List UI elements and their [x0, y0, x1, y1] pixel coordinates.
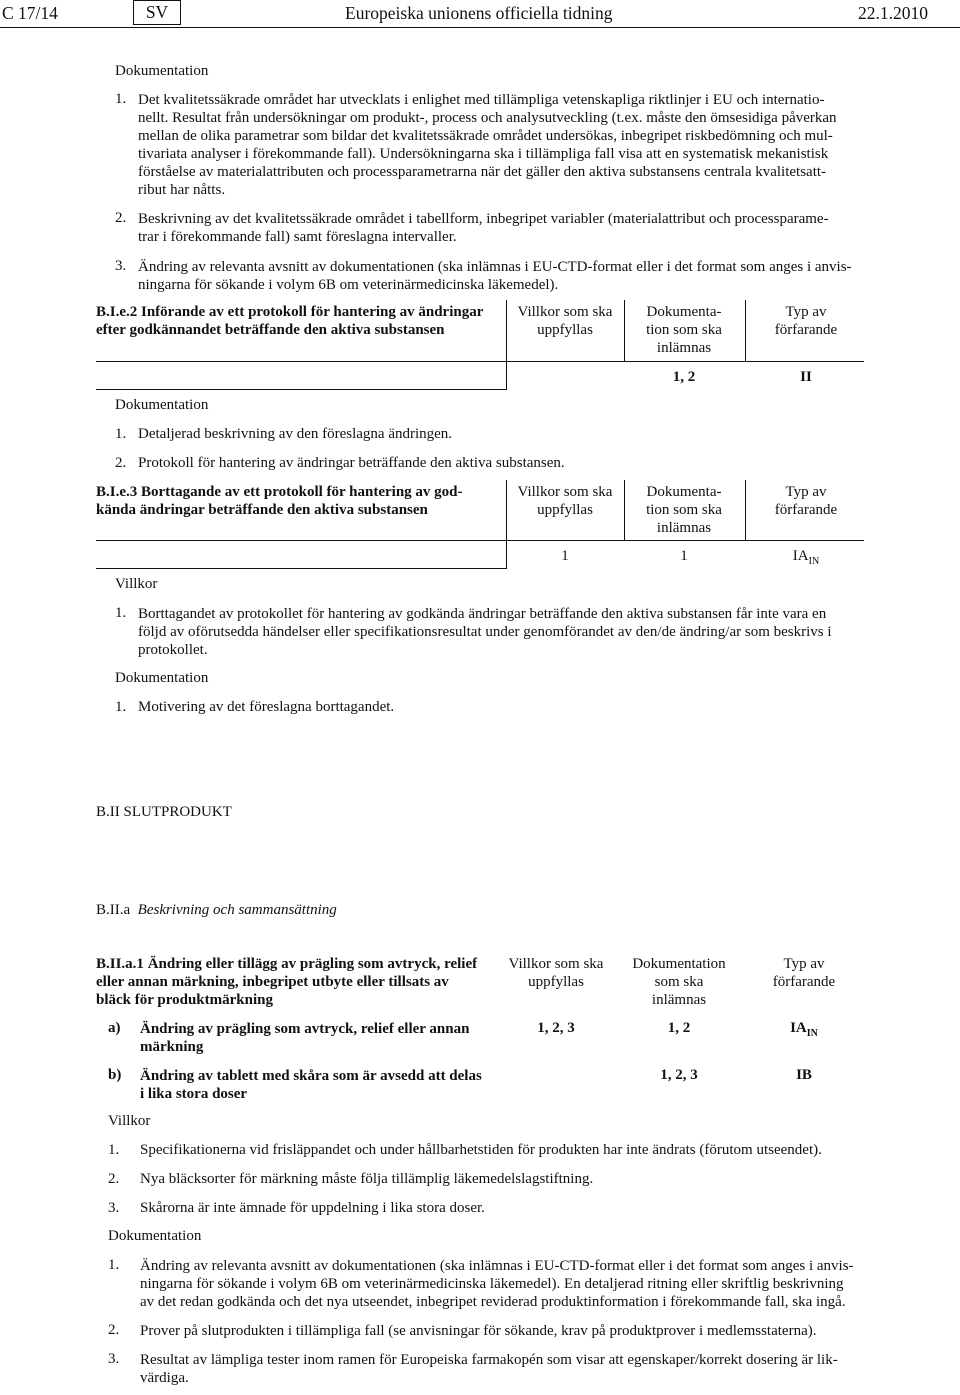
table-divider: [624, 480, 625, 541]
language-badge: SV: [133, 0, 181, 25]
column-heading-conditions: Villkor som ska uppfyllas: [517, 304, 613, 338]
section-heading: Villkor: [115, 576, 158, 592]
conditions-value: 1: [561, 548, 569, 564]
item-text: Protokoll för hantering av ändringar beträffande den aktiva substansen.: [138, 455, 565, 471]
item-text: Det kvalitetssäkrade området har utvecklats i enlighet med tillämpliga vetenskapliga riktlinjer i EU och internatio- nellt. Resultat från undersökningar om produkt-, process och analysutveckling (t.ex. måste den ömsesidiga påverkan mellan de olika parametrar som bildar det kvalitetssäkrade området undersökas, inbegripet riskbedömning och mul- tivariata analyser i förekommande fall). Undersökningarna ska i tillämpliga fall visa att en systematisk mekanistisk förståelse av materialattributen och processparametrarna när det gäller den aktiva substansens centrala kvalitetsatt- ribut har nåtts.: [138, 92, 837, 198]
conditions-value: 1, 2, 3: [537, 1020, 575, 1036]
section-title: B.II SLUTPRODUKT: [96, 804, 232, 820]
section-heading: Dokumentation: [108, 1228, 202, 1244]
item-text: Motivering av det föreslagna borttagandet.: [138, 699, 395, 715]
page-reference: C 17/14: [2, 3, 58, 23]
table-divider: [624, 300, 625, 362]
table-rule: [96, 568, 506, 569]
variation-title: B.I.e.3 Borttagande av ett protokoll för hantering av god- kända ändringar beträffande den aktiva substansen: [96, 484, 463, 518]
variation-title: B.I.e.2 Införande av ett protokoll för hantering av ändringar efter godkännandet beträffande den aktiva substansen: [96, 304, 484, 338]
documentation-value: 1, 2, 3: [660, 1067, 698, 1083]
variation-title: B.II.a.1 Ändring eller tillägg av prägling som avtryck, relief eller annan märkning, inbegripet utbyte eller tillsats av bläck för produktmärkning: [96, 956, 478, 1008]
journal-title: Europeiska unionens officiella tidning: [345, 3, 613, 23]
item-text: Beskrivning av det kvalitetssäkrade området i tabellform, inbegripet variabler (materialattribut och processparame- trar i förekommande fall) samt föreslagna intervaller.: [138, 211, 829, 245]
table-divider: [506, 480, 507, 569]
item-number: 2.: [108, 1171, 120, 1187]
item-number: 3.: [115, 258, 127, 274]
section-heading: Dokumentation: [115, 397, 209, 413]
header-rule: [0, 27, 960, 28]
item-text: Specifikationerna vid frisläppandet och under hållbarhetstiden för produkten har inte ändrats (förutom utseendet).: [140, 1142, 822, 1158]
item-text: Skårorna är inte ämnade för uppdelning i lika stora doser.: [140, 1200, 485, 1216]
section-heading: Dokumentation: [115, 63, 209, 79]
item-text: Borttagandet av protokollet för hantering av godkända ändringar beträffande den aktiva substansen får inte vara en följd av oförutsedda händelser eller specifikationsresultat under genomförandet av den/de ändring/ar som beskrivs i protokollet.: [138, 606, 832, 658]
subsection-title: B.II.a Beskrivning och sammansättning: [96, 902, 337, 918]
item-text: Resultat av lämpliga tester inom ramen för Europeiska farmakopén som visar att egenskaper/korrekt dosering är lik- värdiga.: [140, 1352, 838, 1386]
row-description: Ändring av tablett med skåra som är avsedd att delas i lika stora doser: [140, 1068, 482, 1102]
item-number: 2.: [115, 210, 127, 226]
table-rule: [96, 389, 506, 390]
procedure-value: II: [800, 369, 812, 385]
procedure-value: IB: [796, 1067, 812, 1083]
item-number: 1.: [115, 605, 127, 621]
item-number: 1.: [108, 1142, 120, 1158]
column-heading-conditions: Villkor som ska uppfyllas: [508, 956, 604, 990]
item-number: 3.: [108, 1351, 120, 1367]
item-number: 2.: [115, 455, 127, 471]
column-heading-procedure: Typ av förfarande: [772, 956, 836, 990]
row-letter: a): [108, 1020, 121, 1036]
column-heading-documentation: Dokumenta- tion som ska inlämnas: [646, 484, 722, 536]
section-heading: Dokumentation: [115, 670, 209, 686]
row-description: Ändring av prägling som avtryck, relief eller annan märkning: [140, 1021, 470, 1055]
publication-date: 22.1.2010: [858, 3, 928, 23]
documentation-value: 1, 2: [667, 1020, 691, 1036]
item-text: Prover på slutprodukten i tillämpliga fall (se anvisningar för sökande, krav på produktprover i medlemsstaterna).: [140, 1323, 817, 1339]
item-number: 1.: [115, 699, 127, 715]
column-heading-documentation: Dokumentation som ska inlämnas: [632, 956, 726, 1008]
page-header: [0, 0, 960, 28]
procedure-value: $IA_{IN}$: [792, 548, 820, 567]
column-heading-procedure: Typ av förfarande: [774, 484, 838, 518]
row-letter: b): [108, 1067, 122, 1083]
procedure-value: $IA_{IN}$: [790, 1020, 818, 1039]
item-text: Nya bläcksorter för märkning måste följa tillämplig läkemedelslagstiftning.: [140, 1171, 594, 1187]
section-heading: Villkor: [108, 1113, 151, 1129]
table-divider: [506, 300, 507, 390]
item-text: Detaljerad beskrivning av den föreslagna ändringen.: [138, 426, 453, 442]
table-divider: [745, 300, 746, 362]
item-number: 1.: [115, 91, 127, 107]
item-number: 3.: [108, 1200, 120, 1216]
column-heading-conditions: Villkor som ska uppfyllas: [517, 484, 613, 518]
item-number: 1.: [115, 426, 127, 442]
column-heading-procedure: Typ av förfarande: [774, 304, 838, 338]
table-rule: [96, 361, 864, 362]
documentation-value: 1, 2: [672, 369, 696, 385]
table-rule: [96, 540, 864, 541]
table-divider: [745, 480, 746, 541]
documentation-value: 1: [680, 548, 688, 564]
column-heading-documentation: Dokumenta- tion som ska inlämnas: [646, 304, 722, 356]
item-text: Ändring av relevanta avsnitt av dokumentationen (ska inlämnas i EU-CTD-format eller i det format som anges i anvis- ningarna för sökande i volym 6B om veterinärmedicinska läkemedel). En detaljerad ritning eller skriftlig beskrivning av det redan godkända och det nya utseendet, inbegripet reviderad produktinformation i förekommande fall, ska ingå.: [140, 1258, 854, 1310]
item-number: 1.: [108, 1257, 120, 1273]
item-text: Ändring av relevanta avsnitt av dokumentationen (ska inlämnas i EU-CTD-format eller i det format som anges i anvis- ningarna för sökande i volym 6B om veterinärmedicinska läkemedel).: [138, 259, 852, 293]
item-number: 2.: [108, 1322, 120, 1338]
